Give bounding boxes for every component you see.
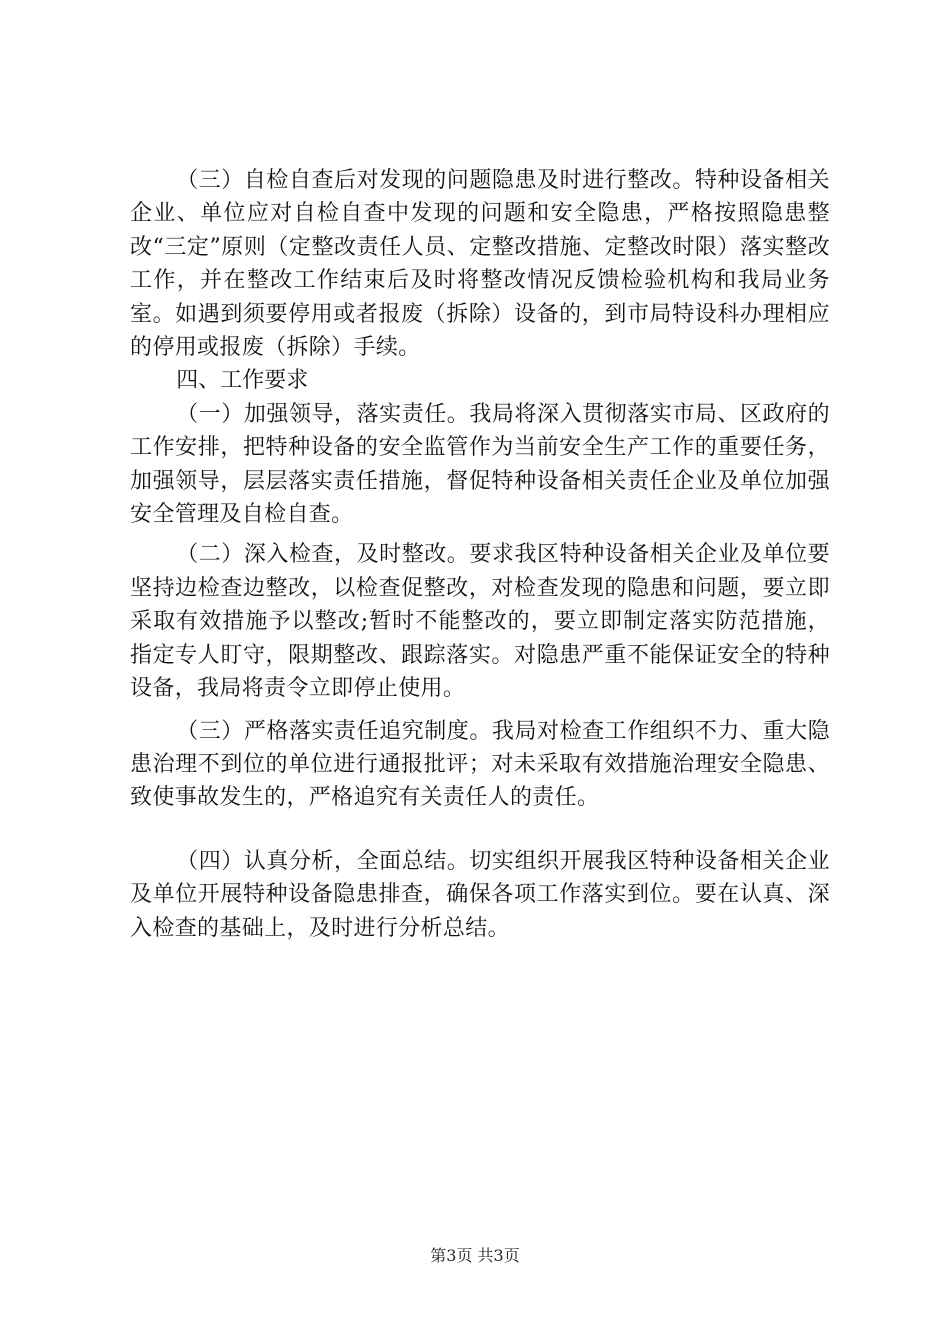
paragraph-accountability: （三）严格落实责任追究制度。我局对检查工作组织不力、重大隐患治理不到位的单位进行通报批评；对未采取有效措施治理安全隐患、致使事故发生的，严格追究有关责任人的责任。 bbox=[130, 718, 830, 811]
paragraph-leadership: （一）加强领导，落实责任。我局将深入贯彻落实市局、区政府的工作安排，把特种设备的安全监管作为当前安全生产工作的重要任务，加强领导，层层落实责任措施，督促特种设备相关责任企业及单位加强安全管理及自检自查。 bbox=[130, 401, 830, 528]
section-heading-work-requirements: 四、工作要求 bbox=[176, 368, 309, 394]
page-footer: 第3页 共3页 bbox=[430, 1246, 520, 1265]
paragraph-rectification: （三）自检自查后对发现的问题隐患及时进行整改。特种设备相关企业、单位应对自检自查中发现的问题和安全隐患，严格按照隐患整改“三定”原则（定整改责任人员、定整改措施、定整改时限）落实整改工作，并在整改工作结束后及时将整改情况反馈检验机构和我局业务室。如遇到须要停用或者报废（拆除）设备的，到市局特设科办理相应的停用或报废（拆除）手续。 bbox=[130, 168, 830, 361]
paragraph-summary: （四）认真分析，全面总结。切实组织开展我区特种设备相关企业及单位开展特种设备隐患排查，确保各项工作落实到位。要在认真、深入检查的基础上，及时进行分析总结。 bbox=[130, 848, 830, 941]
paragraph-inspection: （二）深入检查，及时整改。要求我区特种设备相关企业及单位要坚持边检查边整改，以检查促整改，对检查发现的隐患和问题，要立即采取有效措施予以整改;暂时不能整改的，要立即制定落实防范措施，指定专人盯守，限期整改、跟踪落实。对隐患严重不能保证安全的特种设备，我局将责令立即停止使用。 bbox=[130, 542, 830, 702]
document-body bbox=[130, 164, 830, 945]
